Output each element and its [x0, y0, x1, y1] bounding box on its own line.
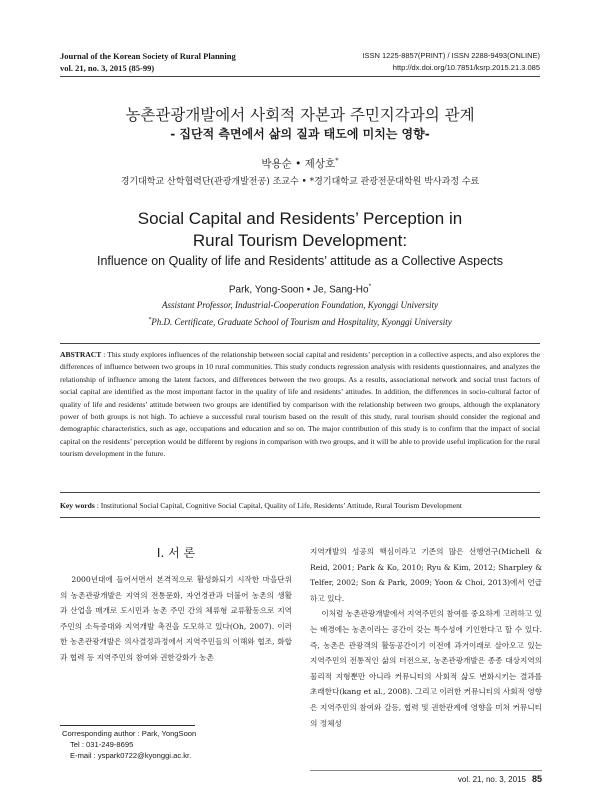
footnote-rule [60, 725, 195, 726]
korean-authors [40, 156, 560, 171]
right-paragraph-2: 이처럼 농촌관광개발에서 지역주민의 참여를 중요하게 고려하고 있는 배경에는 농촌이라는 공간이 갖는 특수성에 기인한다고 할 수 있다. 즉, 농촌은 관광객의 활동공간이기 이전에 과거이래로 살아오고 있는 지역주민의 전통적인 삶의 터전으로, 농촌관광개발은 종종 대상지역의 물리적 지형뿐만 아니라 커뮤니티의 사회적 삶도 변화시키는 결과를 초래한다(kang et al., 2008). 그리고 이러한 커뮤니티의 사회적 영향은 지역주민의 참여와 갈등, 협력 및 권한관계에 영향을 미쳐 커뮤니티의 정체성 [310, 609, 542, 728]
keywords [60, 500, 540, 512]
journal-header [60, 50, 236, 74]
keywords-rule [60, 517, 540, 518]
english-authors-names: Park, Yong-Soon • Je, Sang-Ho [228, 284, 369, 296]
korean-title: 농촌관광개발에서 사회적 자본과 주민지각과의 관계 [125, 106, 475, 124]
doi-link[interactable]: http://dx.doi.org/10.7851/ksrp.2015.21.3.085 [392, 63, 540, 72]
abstract-bottom-rule [60, 492, 540, 493]
english-title-line2: Rural Tourism Development: [192, 231, 408, 250]
korean-authors-mark: * [335, 156, 339, 165]
korean-affiliation: 경기대학교 산학협력단(관광개발전공) 조교수 • *경기대학교 관광전문대학원 박사과정 수료 [120, 177, 480, 187]
english-affiliation-2 [40, 314, 560, 329]
keywords-label: Key words [60, 501, 95, 510]
footer-issue: vol. 21, no. 3, 2015 [457, 775, 526, 784]
footnote-tel: Tel : 031-249-8695 [70, 740, 134, 749]
footnote-email[interactable]: E-mail : yspark0722@kyonggi.ac.kr. [70, 751, 192, 760]
english-subtitle: Influence on Quality of life and Residents’ attitude as a Collective Aspects [96, 254, 504, 268]
korean-subtitle: - 집단적 측면에서 삶의 질과 태도에 미치는 영향- [170, 127, 430, 141]
abstract-label: ABSTRACT [60, 350, 102, 359]
english-affiliation-2-mark: * [148, 317, 152, 323]
header-rule [60, 76, 540, 77]
volume-info: vol. 21, no. 3, 2015 (85-99) [60, 63, 155, 73]
abstract-top-rule [60, 343, 540, 344]
english-affiliation-2-text: Ph.D. Certificate, Graduate School of Tourism and Hospitality, Kyonggi University [151, 317, 452, 327]
page-number: 85 [531, 774, 542, 784]
english-title-line1: Social Capital and Residents’ Perception in [137, 209, 463, 228]
right-paragraph-1: 지역개발의 성공의 핵심이라고 기존의 많은 선행연구(Michell & Reid, 2001; Park & Ko, 2010; Ryu & Kim, 2012; Sharpley & Telfer, 2002; Son & Park, 2009; Yoon & Choi, 2013)에서 언급하고 있다. [310, 547, 542, 603]
issn-doi-block [362, 50, 540, 74]
english-authors-mark: * [368, 283, 372, 290]
abstract [60, 349, 540, 461]
body-left-column [60, 572, 292, 666]
footer-rule [310, 770, 542, 771]
page-footer [458, 774, 542, 784]
issn: ISSN 1225-8857(PRINT) / ISSN 2288-9493(ONLINE) [362, 51, 540, 60]
journal-name: Journal of the Korean Society of Rural Planning [60, 51, 236, 61]
footnote-author: Corresponding author : Park, YongSoon [62, 729, 197, 738]
english-authors [40, 283, 560, 295]
keywords-text: : Institutional Social Capital, Cognitive Social Capital, Quality of Life, Residents’ Attitude, Rural Tourism Development [94, 501, 463, 510]
abstract-text: : This study explores influences of the relationship between social capital and residents’ perception in a collective aspects, and also explores the differences of influence between two groups in 10 rural communities. This study conducts regression analysis with residents questionnaires, and analyzes the relationship of influence among the latent factors, and differences between the two groups. As a results, associational network and social trust factors of social capital are identified as the most important factor in the quality of life and residents’ attitudes. In addition, the differences in socio-cultural factor of quality of life and residents’ attitude between two groups are identified by comparison with the relationship between two groups, although the explanatory power of both groups is not high. To achieve a successful rural tourism based on the result of this study, rural tourism should consider the regional and demographic characteristics, such as age, occupations and education and so on. The major contribution of this study is to confirm that the impact of social capital on the residents’ perception would be different by regions in comparison with two groups, and it will be able to provide useful implication for the rural tourism development in the future. [60, 350, 540, 459]
section-heading: I. 서 론 [156, 546, 196, 560]
footnote [62, 728, 196, 761]
english-affiliation-1: Assistant Professor, Industrial-Cooperation Foundation, Kyonggi University [162, 300, 438, 310]
korean-authors-names: 박용순 • 제상호 [261, 158, 336, 170]
left-paragraph: 2000년대에 들어서면서 본격적으로 활성화되기 시작한 마을단위의 농촌관광개발은 지역의 전통문화, 자연경관과 더불어 농촌의 생활과 산업을 매개로 도시민과 농촌 주민 간의 체류형 교류활동으로 지역주민의 소득증대와 지역개발 촉진을 도모하고 있다(Oh, 2007). 이러한 농촌관광개발은 의사결정과정에서 지역주민들의 이해와 협조, 화합과 협력 등 지역주민의 참여와 권한강화가 농촌 [60, 575, 292, 662]
body-right-column [310, 544, 542, 731]
